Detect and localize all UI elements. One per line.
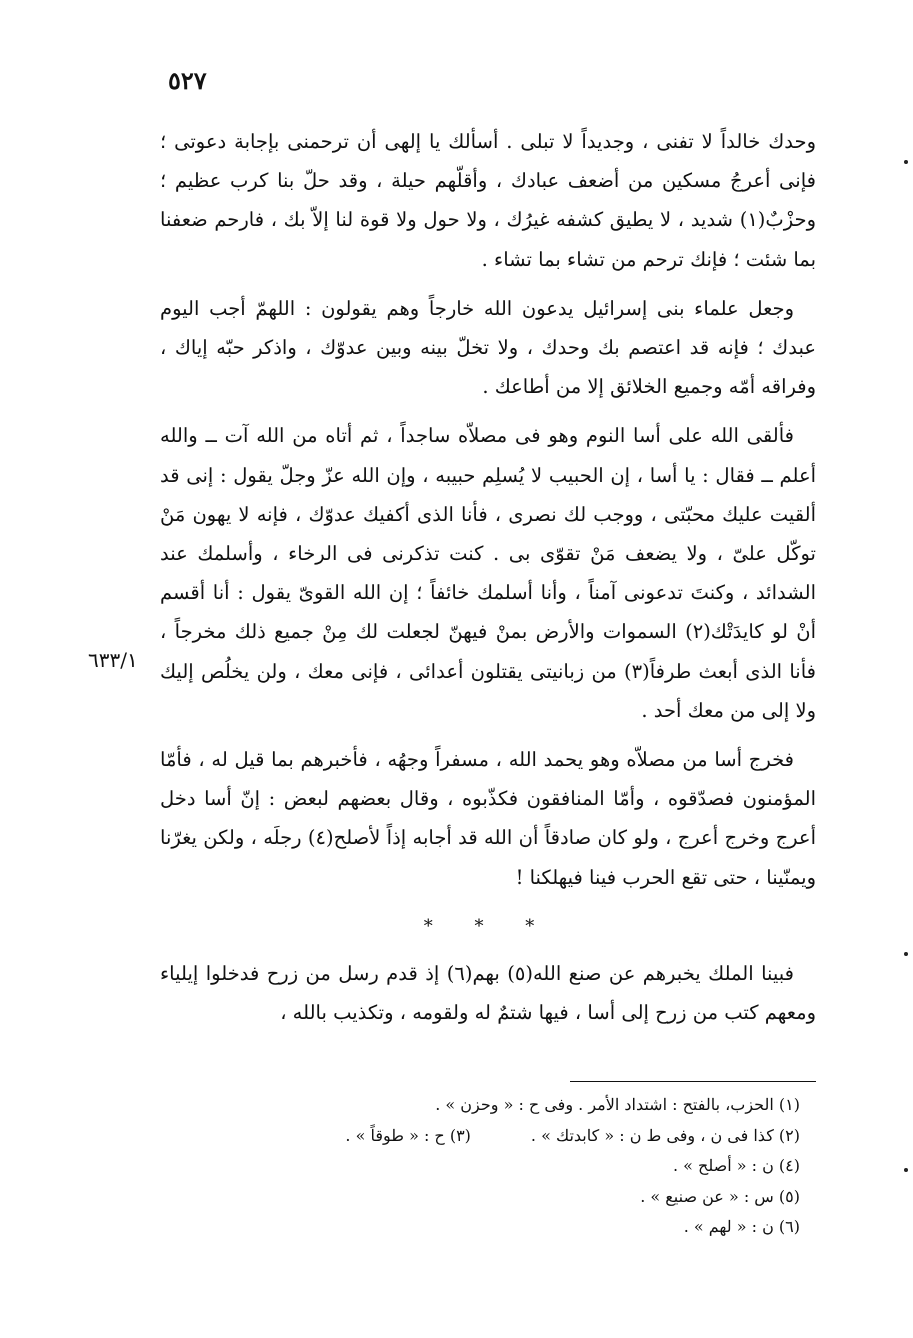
binding-mark <box>904 952 908 956</box>
footnotes <box>160 1090 800 1243</box>
footnote-divider <box>570 1081 816 1082</box>
paragraph: فبينا الملك يخبرهم عن صنع الله(٥) بهم(٦) إذ قدم رسل من زرح فدخلوا إيلياء ومعهم كتب من زرح إلى أسا ، فيها شتمٌ له ولقومه ، وتكذيب بالله ، <box>160 962 816 1025</box>
footnote-4: (٤) ن : « أصلح » . <box>672 1156 800 1175</box>
paragraph: فخرج أسا من مصلاّه وهو يحمد الله ، مسفراً وجهُه ، فأخبرهم بما قيل له ، فأمّا المؤمنون فصدّقوه ، وأمّا المنافقون فكذّبوه ، وقال بعضهم لبعض : إنّ أسا دخل أعرج وخرج أعرج ، ولو كان صادقاً أن الله قد أجابه إذاً لأصلح(٤) رجلَه ، ولكن يغرّنا ويمنّينا ، حتى تقع الحرب فينا فيهلكنا ! <box>160 748 816 889</box>
footnote-2: (٢) كذا فى ن ، وفى ط ن : « كابدتك » . <box>530 1125 800 1145</box>
paragraph: وحدك خالداً لا تفنى ، وجديداً لا تبلى . أسألك يا إلهى أن ترحمنى بإجابة دعوتى ؛ فإنى أعرجُ مسكين من أضعف عبادك ، وأقلّهم حيلة ، وقد حلّ بنا كرب عظيم ؛ وحزْبٌ(١) شديد ، لا يطيق كشفه غيرُك ، ولا حول ولا قوة لنا إلاّ بك ، فارحم ضعفنا بما شئت ؛ فإنك ترحم من تشاء بما تشاء . <box>160 130 816 271</box>
paragraph: وجعل علماء بنى إسرائيل يدعون الله خارجاً وهم يقولون : اللهمّ أجب اليوم عبدك ؛ فإنه قد اعتصم بك وحدك ، ولا تخلّ بينه وبين عدوّك ، واذكر حبّه إياك ، وفراقه أمّه وجميع الخلائق إلا من أطاعك . <box>160 296 816 399</box>
footnote-1: (١) الحزب، بالفتح : اشتداد الأمر . وفى ح : « وحزن » . <box>435 1095 800 1114</box>
page-number: ٥٢٧ <box>168 66 207 95</box>
binding-mark <box>904 1168 908 1172</box>
footnote-row <box>160 1121 800 1152</box>
main-text <box>160 122 816 1042</box>
paragraph: فألقى الله على أسا النوم وهو فى مصلاّه ساجداً ، ثم أتاه من الله آت ــ والله أعلم ــ فقال : يا أسا ، إن الحبيب لا يُسلِم حبيبه ، وإن الله عزّ وجلّ يقول : إنى قد ألقيت عليك محبّتى ، ووجب لك نصرى ، فأنا الذى أكفيك عدوّك ، فإنه لا يهون مَنْ توكّل علىّ ، ولا يضعف مَنْ تقوّى بى . كنت تذكرنى فى الرخاء ، وأسلمك عند الشدائد ، وكنتَ تدعونى آمناً ، وأنا أسلمك خائفاً ؛ إن الله القوىّ يقول : أنا أقسم أنْ لو كايدَتْك(٢) السموات والأرض بمنْ فيهنّ لجعلت لك مِنْ جميع ذلك مخرجاً ، فأنا الذى أبعث طرفاً(٣) من زبانيتى يقتلون أعدائى ، فإنى معك ، ولن يخلُص إليك ولا إلى من معك أحد . <box>160 424 816 722</box>
margin-reference: ٦٣٣/١ <box>88 648 138 672</box>
footnote-3: (٣) ح : « طوقاً » . <box>345 1125 471 1145</box>
binding-mark <box>904 160 908 164</box>
section-separator: * * * <box>423 915 553 937</box>
footnote-6: (٦) ن : « لهم » . <box>683 1217 800 1236</box>
footnote-5: (٥) س : « عن صنيع » . <box>640 1186 800 1206</box>
